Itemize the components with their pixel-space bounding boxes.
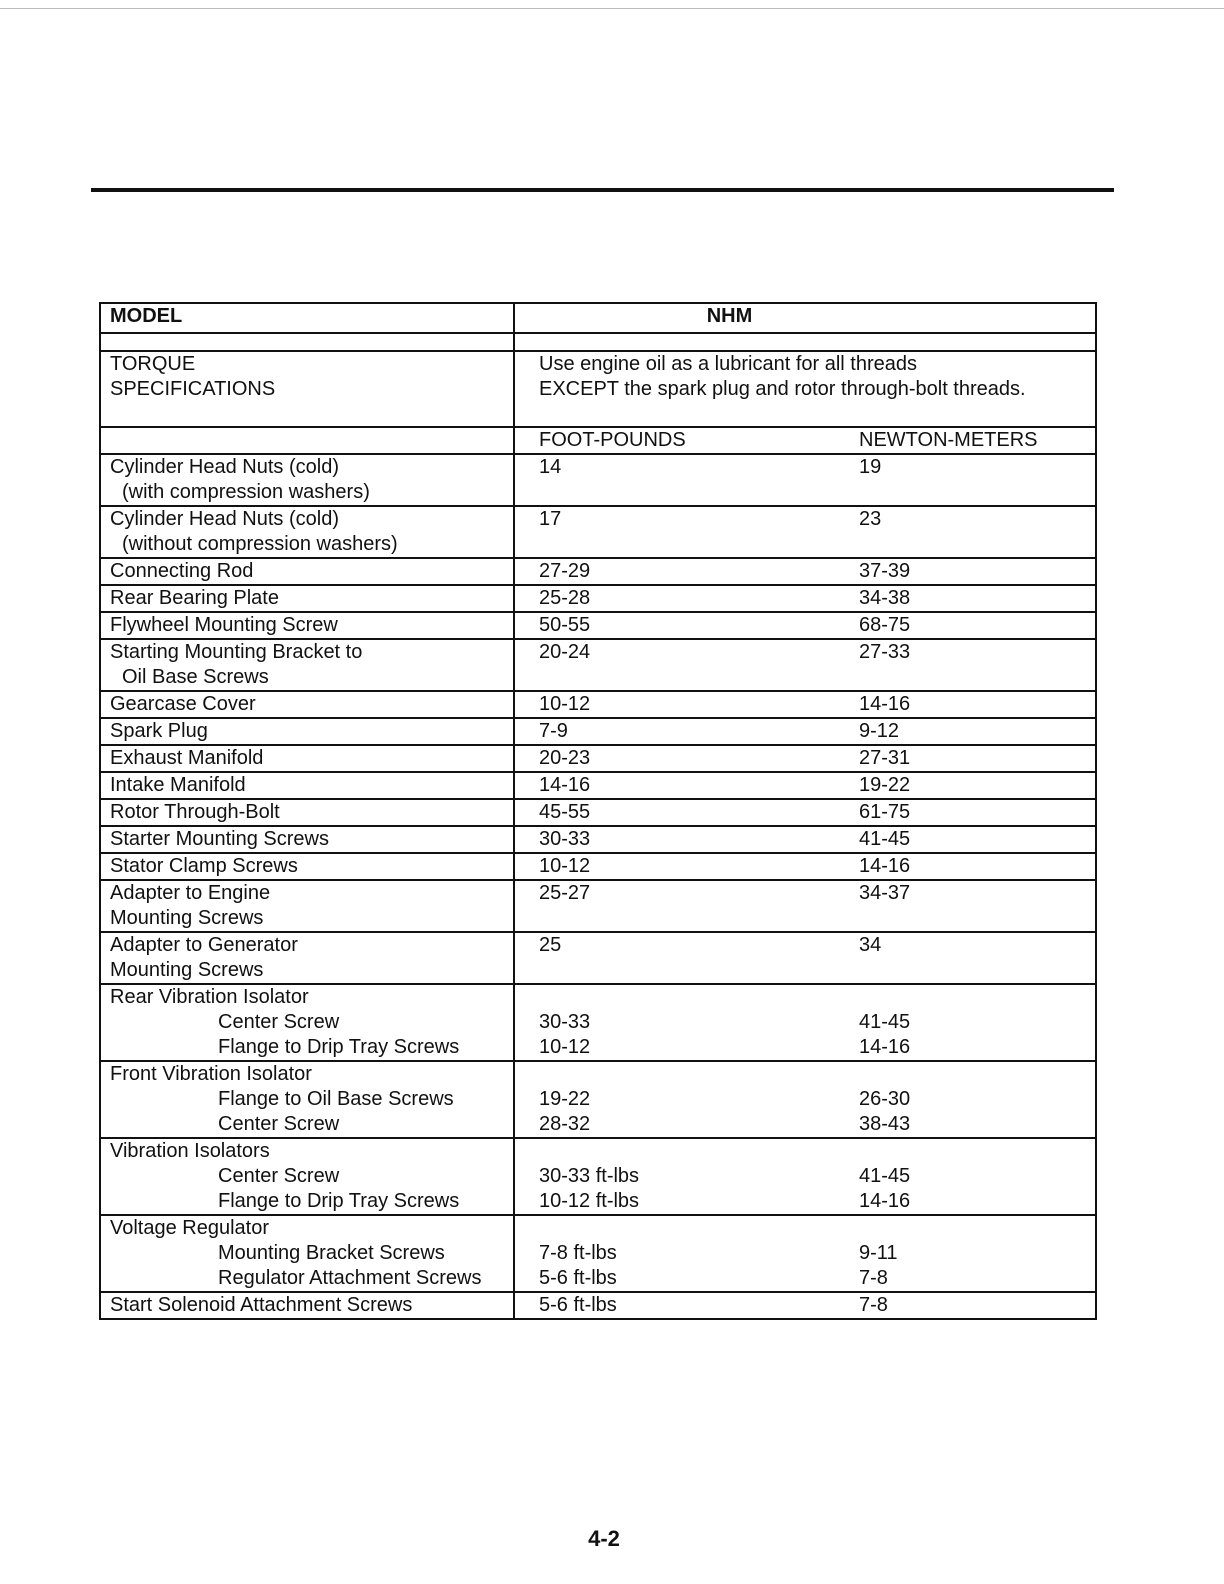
component-cell [100, 585, 514, 612]
component-cell [100, 454, 514, 506]
newton-meters-value: 19 [859, 456, 882, 478]
newton-meters-value: 34-37 [859, 882, 911, 904]
component-name: Connecting Rod [110, 560, 254, 582]
foot-pounds-value: 50-55 [539, 614, 591, 636]
group-values-cell [514, 1138, 1096, 1215]
torque-group-row [100, 1061, 1096, 1138]
component-name: Rear Bearing Plate [110, 587, 279, 609]
foot-pounds-value: 5-6 ft-lbs [539, 1267, 617, 1289]
newton-meters-value: 37-39 [859, 560, 911, 582]
component-cell [100, 639, 514, 691]
component-name: Start Solenoid Attachment Screws [110, 1294, 413, 1316]
torque-label [100, 351, 514, 427]
group-item-name: Flange to Oil Base Screws [218, 1088, 454, 1110]
component-name: Exhaust Manifold [110, 747, 264, 769]
group-item-name: Flange to Drip Tray Screws [218, 1190, 460, 1212]
torque-spec-row [100, 612, 1096, 639]
foot-pounds-value: 25-28 [539, 587, 591, 609]
page-number: 4-2 [588, 1526, 620, 1551]
value-cell [514, 718, 1096, 745]
component-cell [100, 506, 514, 558]
component-subname: Mounting Screws [110, 907, 264, 929]
newton-meters-value: 34-38 [859, 587, 911, 609]
component-cell [100, 880, 514, 932]
newton-meters-value: 61-75 [859, 801, 911, 823]
group-cell [100, 1061, 514, 1138]
group-item-name: Center Screw [218, 1011, 340, 1033]
foot-pounds-value: 45-55 [539, 801, 591, 823]
note-line: EXCEPT the spark plug and rotor through-bolt threads. [539, 378, 1026, 400]
value-cell [514, 639, 1096, 691]
torque-group-row [100, 1215, 1096, 1292]
foot-pounds-value: 14 [539, 456, 562, 478]
torque-row [100, 351, 1096, 427]
component-name: Spark Plug [110, 720, 208, 742]
component-cell [100, 772, 514, 799]
torque-spec-row [100, 880, 1096, 932]
component-cell [100, 558, 514, 585]
group-values-cell [514, 1215, 1096, 1292]
foot-pounds-value: 19-22 [539, 1088, 591, 1110]
unit-newton-meters: NEWTON-METERS [859, 429, 1038, 451]
foot-pounds-value: 10-12 [539, 693, 591, 715]
component-name: Starting Mounting Bracket to [110, 641, 363, 663]
group-item-name: Mounting Bracket Screws [218, 1242, 445, 1264]
component-name: Intake Manifold [110, 774, 246, 796]
group-title: Front Vibration Isolator [110, 1063, 312, 1085]
foot-pounds-value: 28-32 [539, 1113, 591, 1135]
component-name: Cylinder Head Nuts (cold) [110, 508, 339, 530]
torque-group-row [100, 1138, 1096, 1215]
component-name: Adapter to Generator [110, 934, 298, 956]
group-cell [100, 984, 514, 1061]
foot-pounds-value: 20-24 [539, 641, 591, 663]
value-cell [514, 826, 1096, 853]
torque-spec-row [100, 932, 1096, 984]
newton-meters-value: 41-45 [859, 1011, 911, 1033]
component-cell [100, 745, 514, 772]
foot-pounds-value: 30-33 [539, 1011, 591, 1033]
newton-meters-value: 68-75 [859, 614, 911, 636]
value-cell [514, 454, 1096, 506]
component-name: Gearcase Cover [110, 693, 256, 715]
torque-spec-row [100, 691, 1096, 718]
group-values-cell [514, 1061, 1096, 1138]
unit-foot-pounds: FOOT-POUNDS [539, 429, 686, 451]
torque-label-line: TORQUE [110, 353, 196, 375]
units-header-row [100, 427, 1096, 454]
torque-spec-row [100, 772, 1096, 799]
torque-group-row [100, 984, 1096, 1061]
newton-meters-value: 38-43 [859, 1113, 911, 1135]
foot-pounds-value: 14-16 [539, 774, 591, 796]
newton-meters-value: 26-30 [859, 1088, 911, 1110]
torque-spec-row [100, 558, 1096, 585]
newton-meters-value: 41-45 [859, 1165, 911, 1187]
foot-pounds-value: 25-27 [539, 882, 591, 904]
foot-pounds-value: 25 [539, 934, 562, 956]
torque-spec-row [100, 585, 1096, 612]
newton-meters-value: 9-12 [859, 720, 900, 742]
foot-pounds-value: 5-6 ft-lbs [539, 1294, 617, 1316]
value-cell [514, 745, 1096, 772]
value-cell [514, 932, 1096, 984]
value-cell [514, 772, 1096, 799]
newton-meters-value: 7-8 [859, 1267, 888, 1289]
value-cell [514, 880, 1096, 932]
torque-spec-row [100, 1292, 1096, 1319]
component-subname: (with compression washers) [122, 481, 370, 503]
newton-meters-value: 7-8 [859, 1294, 888, 1316]
component-subname: Mounting Screws [110, 959, 264, 981]
foot-pounds-value: 30-33 ft-lbs [539, 1165, 640, 1187]
component-name: Flywheel Mounting Screw [110, 614, 338, 636]
value-cell [514, 853, 1096, 880]
torque-spec-row [100, 639, 1096, 691]
value-cell [514, 585, 1096, 612]
group-title: Voltage Regulator [110, 1217, 270, 1239]
spacer-row [100, 333, 1096, 351]
component-name: Cylinder Head Nuts (cold) [110, 456, 339, 478]
torque-spec-table [99, 302, 1097, 1320]
model-label: MODEL [100, 303, 514, 333]
newton-meters-value: 14-16 [859, 1190, 911, 1212]
newton-meters-value: 34 [859, 934, 882, 956]
component-cell [100, 718, 514, 745]
newton-meters-value: 9-11 [859, 1242, 898, 1264]
component-subname: Oil Base Screws [122, 666, 269, 688]
component-cell [100, 826, 514, 853]
group-item-name: Center Screw [218, 1165, 340, 1187]
newton-meters-value: 14-16 [859, 1036, 911, 1058]
component-name: Stator Clamp Screws [110, 855, 298, 877]
note-line: Use engine oil as a lubricant for all threads [539, 353, 917, 375]
torque-spec-row [100, 454, 1096, 506]
value-cell [514, 506, 1096, 558]
component-name: Adapter to Engine [110, 882, 271, 904]
lubricant-note [514, 351, 1096, 427]
top-scan-line [0, 8, 1224, 9]
component-name: Starter Mounting Screws [110, 828, 329, 850]
group-title: Rear Vibration Isolator [110, 986, 309, 1008]
torque-spec-row [100, 826, 1096, 853]
component-subname: (without compression washers) [122, 533, 398, 555]
header-rule [91, 188, 1114, 192]
component-name: Rotor Through-Bolt [110, 801, 280, 823]
torque-spec-row [100, 718, 1096, 745]
torque-spec-row [100, 799, 1096, 826]
group-item-name: Regulator Attachment Screws [218, 1267, 482, 1289]
newton-meters-value: 14-16 [859, 693, 911, 715]
group-title: Vibration Isolators [110, 1140, 270, 1162]
torque-label-line: SPECIFICATIONS [110, 378, 276, 400]
component-cell [100, 1292, 514, 1319]
newton-meters-value: 23 [859, 508, 882, 530]
group-values-cell [514, 984, 1096, 1061]
foot-pounds-value: 10-12 ft-lbs [539, 1190, 640, 1212]
component-cell [100, 932, 514, 984]
model-value: NHM [514, 303, 1096, 333]
torque-spec-row [100, 853, 1096, 880]
newton-meters-value: 27-33 [859, 641, 911, 663]
foot-pounds-value: 20-23 [539, 747, 591, 769]
value-cell [514, 1292, 1096, 1319]
newton-meters-value: 14-16 [859, 855, 911, 877]
foot-pounds-value: 27-29 [539, 560, 591, 582]
model-header-row [100, 303, 1096, 333]
foot-pounds-value: 7-8 ft-lbs [539, 1242, 617, 1264]
component-cell [100, 612, 514, 639]
foot-pounds-value: 17 [539, 508, 562, 530]
newton-meters-value: 27-31 [859, 747, 911, 769]
foot-pounds-value: 7-9 [539, 720, 568, 742]
group-cell [100, 1138, 514, 1215]
torque-spec-row [100, 745, 1096, 772]
foot-pounds-value: 10-12 [539, 855, 591, 877]
component-cell [100, 799, 514, 826]
foot-pounds-value: 10-12 [539, 1036, 591, 1058]
group-cell [100, 1215, 514, 1292]
component-cell [100, 853, 514, 880]
component-cell [100, 691, 514, 718]
value-cell [514, 612, 1096, 639]
value-cell [514, 799, 1096, 826]
torque-spec-row [100, 506, 1096, 558]
group-item-name: Flange to Drip Tray Screws [218, 1036, 460, 1058]
foot-pounds-value: 30-33 [539, 828, 591, 850]
newton-meters-value: 19-22 [859, 774, 911, 796]
value-cell [514, 691, 1096, 718]
group-item-name: Center Screw [218, 1113, 340, 1135]
value-cell [514, 558, 1096, 585]
newton-meters-value: 41-45 [859, 828, 911, 850]
